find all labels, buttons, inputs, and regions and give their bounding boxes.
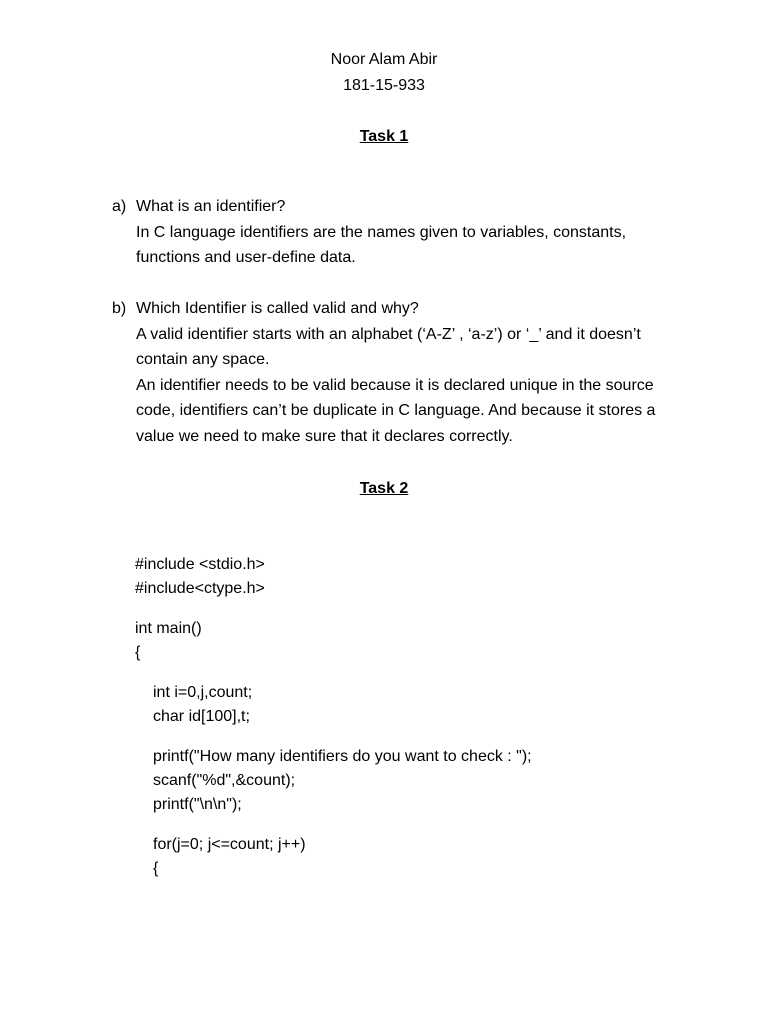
code-block [135,553,735,881]
code-line-for-brace: { [153,860,159,877]
code-line-decl-char: char id[100],t; [153,708,250,725]
code-line-open-brace: { [135,644,141,661]
task1-title: Task 1 [359,128,409,145]
question-a-letter: a) [112,198,127,215]
code-line-printf-newlines: printf("\n\n"); [153,796,242,813]
code-line-include-stdio: #include <stdio.h> [135,556,265,573]
author-name: Noor Alam Abir [330,51,438,68]
question-b-answer [136,322,692,450]
answer-b-paragraph-1: A valid identifier starts with an alphabet (‘A-Z’ , ‘a-z’) or ‘_’ and it doesn’t contain any space. [136,325,641,369]
code-line-for-loop: for(j=0; j<=count; j++) [153,836,306,853]
question-b-letter: b) [112,300,127,317]
question-a-answer [136,220,692,271]
question-a [112,194,692,271]
code-line-include-ctype: #include<ctype.h> [135,580,265,597]
code-line-decl-int: int i=0,j,count; [153,684,253,701]
question-b [112,296,692,450]
task2-title: Task 2 [359,480,409,497]
code-line-printf-prompt: printf("How many identifiers do you want to check : "); [153,748,532,765]
question-b-text: Which Identifier is called valid and why? [136,300,419,317]
question-a-text: What is an identifier? [136,198,286,215]
code-line-scanf-count: scanf("%d",&count); [153,772,296,789]
student-id: 181-15-933 [343,77,425,94]
code-blank-line [135,729,735,745]
answer-a-paragraph-1: In C language identifiers are the names given to variables, constants, functions and user-define data. [136,223,627,267]
code-blank-line [135,817,735,833]
code-blank-line [135,665,735,681]
code-blank-line [135,601,735,617]
code-line-main-signature: int main() [135,620,202,637]
document-header [0,47,768,99]
answer-b-paragraph-2: An identifier needs to be valid because it is declared unique in the source code, identifiers can’t be duplicate in C language. And because it stores a value we need to make sure that it declares correctly. [136,376,656,445]
